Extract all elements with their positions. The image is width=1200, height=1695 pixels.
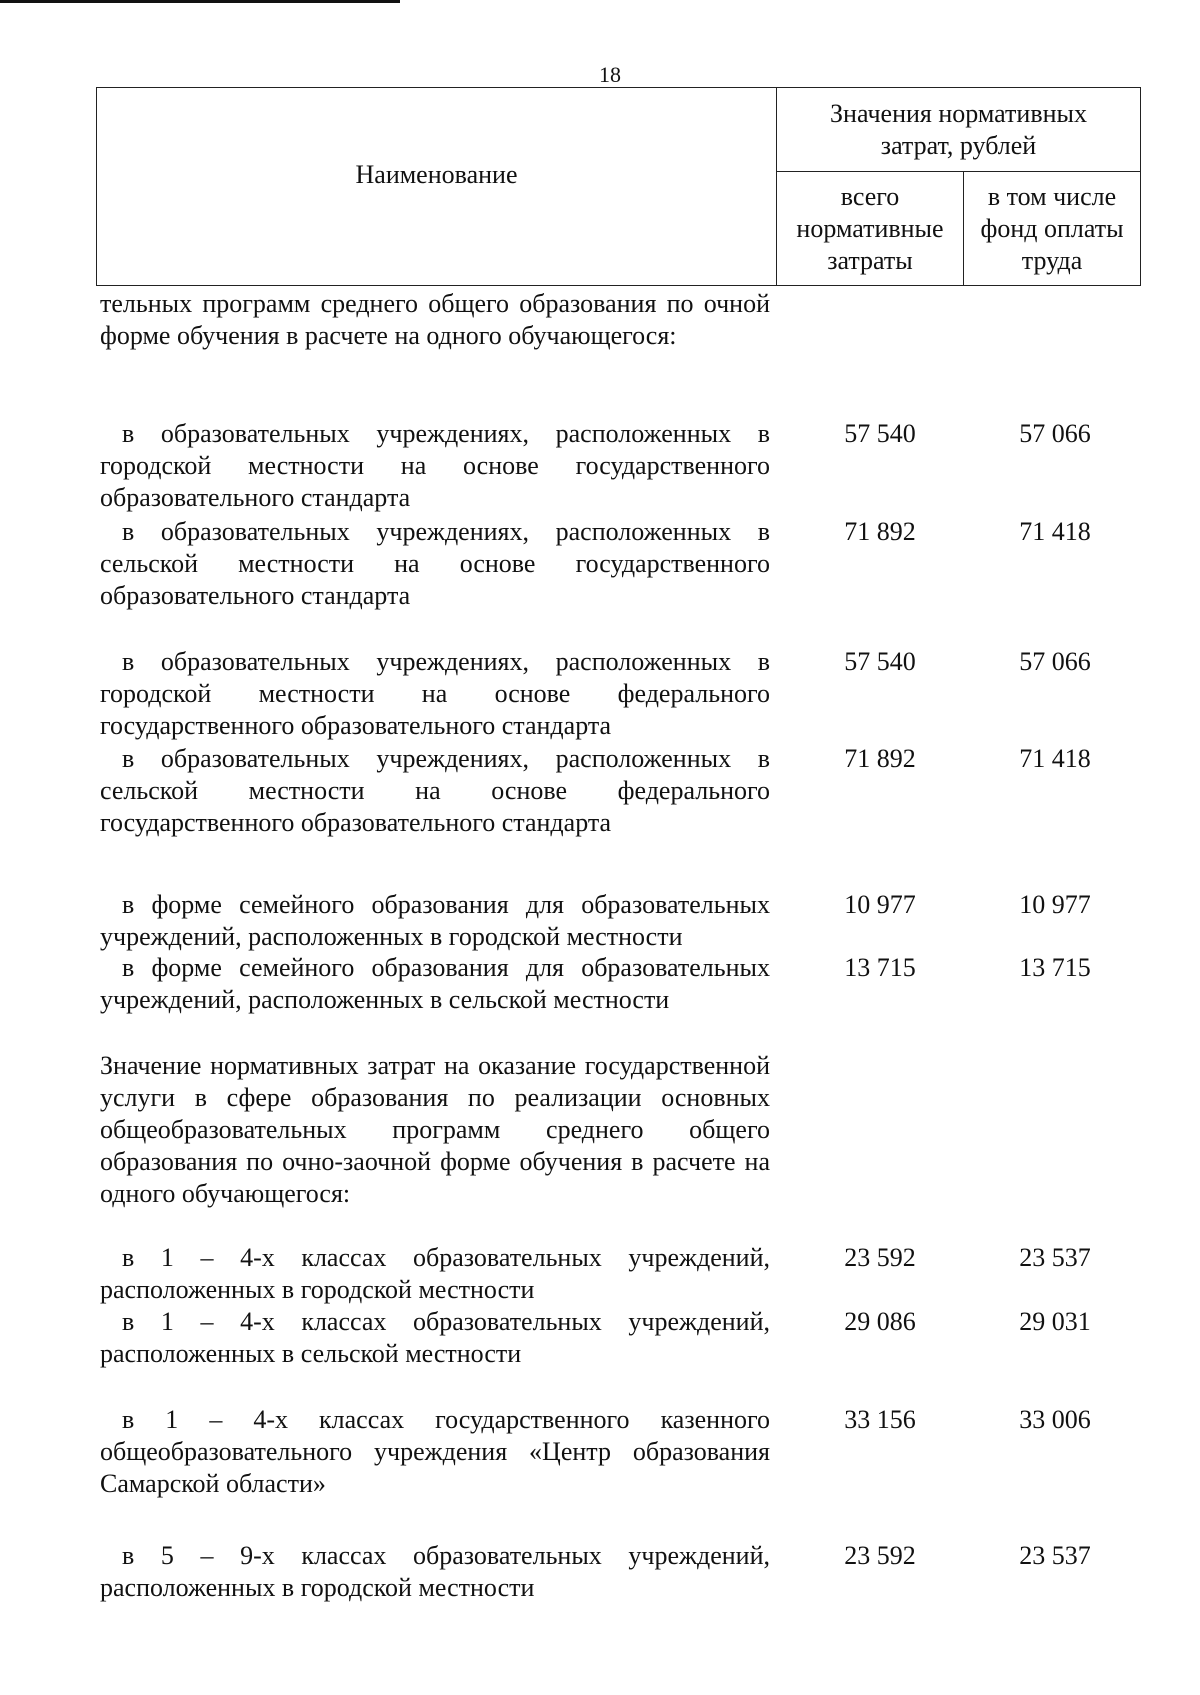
- row-payroll-value: 29 031: [1019, 1307, 1091, 1336]
- row-payroll-value: 10 977: [1019, 890, 1091, 919]
- row-payroll-value: 23 537: [1019, 1541, 1091, 1570]
- row-total-value: 71 892: [844, 744, 916, 773]
- row-total-value: 23 592: [844, 1541, 916, 1570]
- table-header: [96, 87, 1141, 286]
- row-label: в 1 – 4-х классах образовательных учреждений, расположенных в сельской местности: [100, 1307, 770, 1368]
- row-total-value: 33 156: [844, 1405, 916, 1434]
- row-total-value: 13 715: [844, 953, 916, 982]
- section-heading: Значение нормативных затрат на оказание государственной услуги в сфере образования по реализации основных общеобразовательных программ среднего общего образования по очно-заочной форме обучения в расчете на одного обучающегося:: [100, 1051, 770, 1208]
- row-payroll-value: 33 006: [1019, 1405, 1091, 1434]
- row-label: в форме семейного образования для образовательных учреждений, расположенных в сельской местности: [100, 953, 770, 1014]
- column-header-values: Значения нормативных затрат, рублей: [777, 88, 1141, 172]
- row-payroll-value: 71 418: [1019, 517, 1091, 546]
- row-payroll-value: 71 418: [1019, 744, 1091, 773]
- row-total-value: 10 977: [844, 890, 916, 919]
- row-total-value: 29 086: [844, 1307, 916, 1336]
- row-payroll-value: 13 715: [1019, 953, 1091, 982]
- intro-text: тельных программ среднего общего образования по очной форме обучения в расчете на одного обучающегося:: [100, 289, 770, 350]
- row-total-value: 57 540: [844, 419, 916, 448]
- column-header-payroll: в том числе фонд оплаты труда: [964, 172, 1141, 286]
- row-label: в 1 – 4-х классах образовательных учреждений, расположенных в городской местности: [100, 1243, 770, 1304]
- row-total-value: 57 540: [844, 647, 916, 676]
- row-label: в образовательных учреждениях, расположенных в городской местности на основе государственного образовательного стандарта: [100, 419, 770, 512]
- row-payroll-value: 57 066: [1019, 647, 1091, 676]
- row-total-value: 23 592: [844, 1243, 916, 1272]
- row-label: в форме семейного образования для образовательных учреждений, расположенных в городской местности: [100, 890, 770, 951]
- row-payroll-value: 23 537: [1019, 1243, 1091, 1272]
- row-label: в образовательных учреждениях, расположенных в городской местности на основе федерального государственного образовательного стандарта: [100, 647, 770, 740]
- row-label: в 1 – 4-х классах государственного казенного общеобразовательного учреждения «Центр образования Самарской области»: [100, 1405, 770, 1498]
- column-header-total: всего нормативные затраты: [777, 172, 964, 286]
- row-label: в 5 – 9-х классах образовательных учреждений, расположенных в городской местности: [100, 1541, 770, 1602]
- page-number: 18: [599, 62, 621, 87]
- row-label: в образовательных учреждениях, расположенных в сельской местности на основе федерального государственного образовательного стандарта: [100, 744, 770, 837]
- row-payroll-value: 57 066: [1019, 419, 1091, 448]
- column-header-name: Наименование: [97, 88, 777, 286]
- row-label: в образовательных учреждениях, расположенных в сельской местности на основе государственного образовательного стандарта: [100, 517, 770, 610]
- scan-edge-line: [0, 0, 400, 3]
- row-total-value: 71 892: [844, 517, 916, 546]
